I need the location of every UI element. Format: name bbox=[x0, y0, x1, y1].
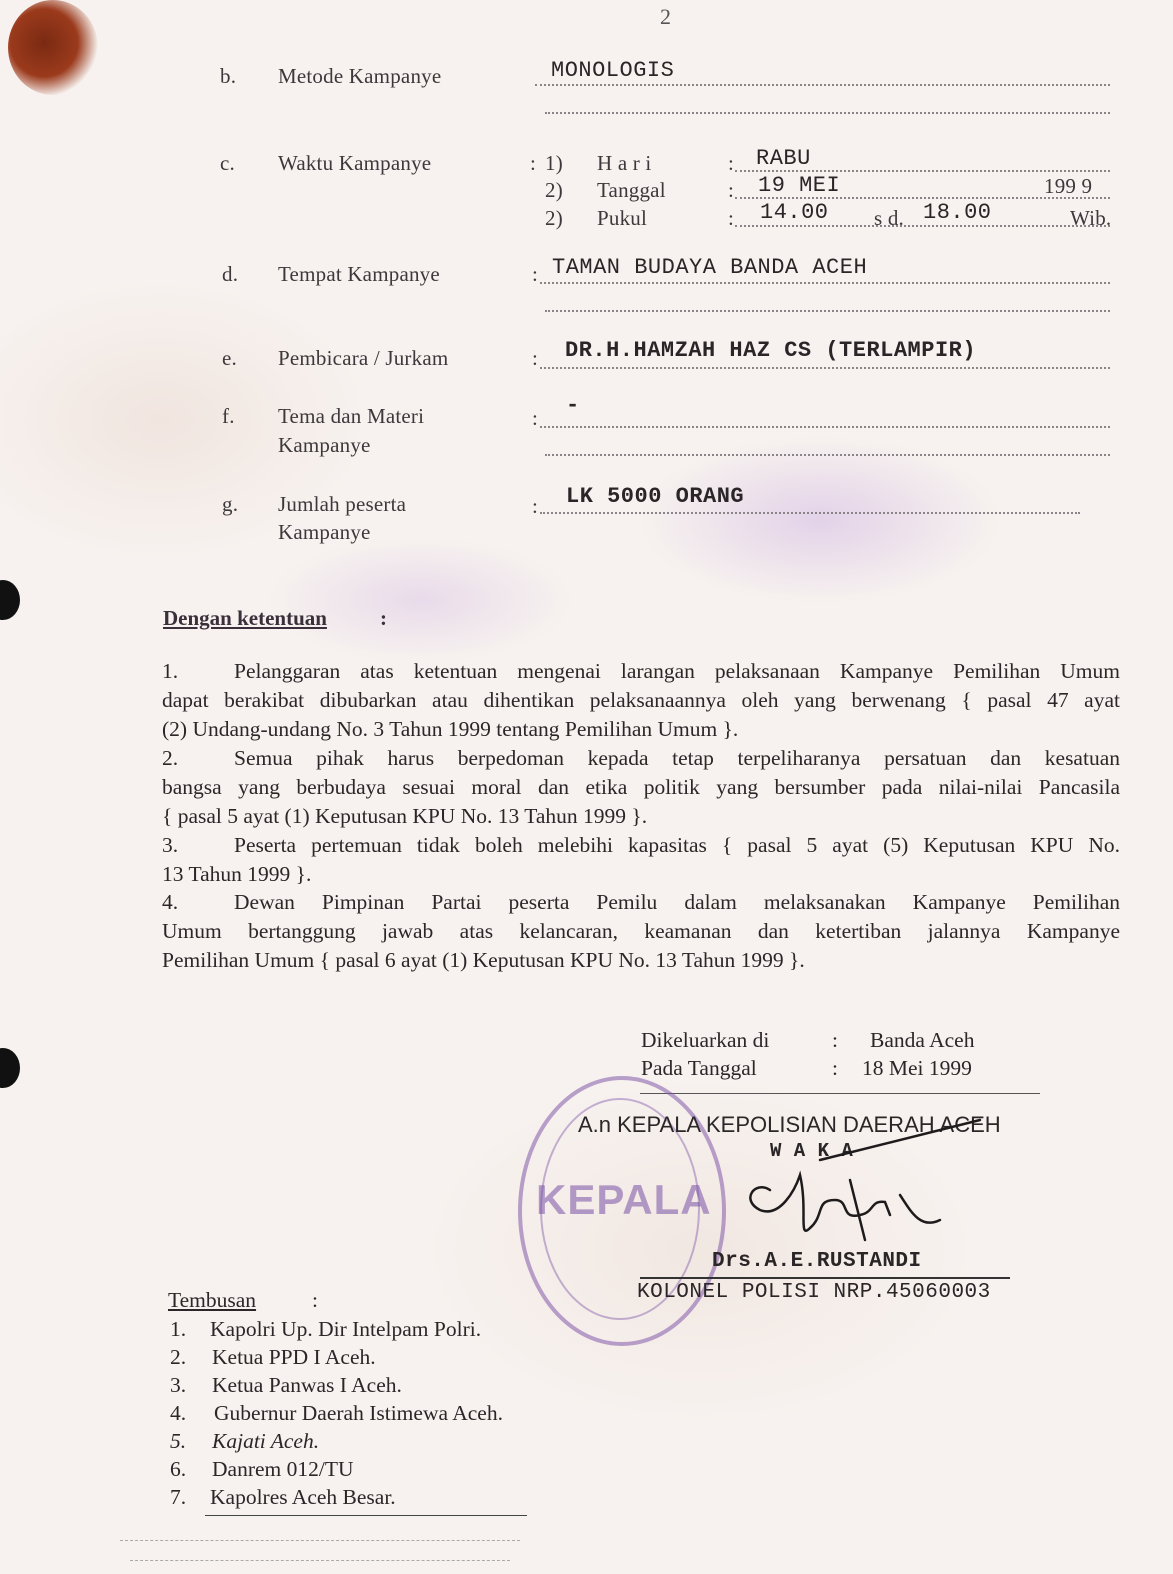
item-f-colon: : bbox=[532, 406, 539, 430]
item-e-letter: e. bbox=[222, 346, 237, 370]
tembusan-heading: Tembusan bbox=[168, 1288, 257, 1312]
point-1-line-3: (2) Undang-undang No. 3 Tahun 1999 tentang Pemilihan Umum }. bbox=[162, 717, 739, 741]
issued-divider bbox=[640, 1093, 1040, 1094]
item-c-sub3-colon: : bbox=[728, 206, 735, 230]
item-f-label-2: Kampanye bbox=[278, 433, 371, 457]
tembusan-item bbox=[170, 1429, 319, 1454]
issued-date-colon: : bbox=[832, 1056, 838, 1080]
item-c-sub2-label: Tanggal bbox=[597, 178, 666, 202]
item-c-label: Waktu Kampanye bbox=[278, 151, 432, 175]
item-c-time-to: 18.00 bbox=[923, 200, 992, 225]
ketentuan-point-3 bbox=[162, 831, 1120, 889]
item-b-dotline-1 bbox=[535, 84, 1110, 86]
item-c-sub3-label: Pukul bbox=[597, 206, 648, 230]
item-c-sub1-colon: : bbox=[728, 151, 735, 175]
point-4-num: 4. bbox=[162, 890, 179, 914]
point-4-first: Dewan Pimpinan Partai peserta Pemilu dalam melaksanakan Kampanye Pemilihan bbox=[234, 890, 1120, 914]
tembusan-item bbox=[170, 1457, 354, 1482]
item-g-letter: g. bbox=[222, 492, 239, 516]
item-d-label: Tempat Kampanye bbox=[278, 262, 440, 286]
item-f-label-1: Tema dan Materi bbox=[278, 404, 425, 428]
item-d-colon: : bbox=[532, 262, 539, 286]
issued-place-value: Banda Aceh bbox=[870, 1028, 975, 1052]
item-d-letter: d. bbox=[222, 262, 239, 286]
tembusan-item bbox=[170, 1317, 481, 1342]
tembusan-num: 2. bbox=[170, 1345, 187, 1369]
item-e-dotline bbox=[540, 367, 1110, 369]
point-3-first: Peserta pertemuan tidak boleh melebihi kapasitas { pasal 5 ayat (5) Keputusan KPU No. bbox=[234, 833, 1120, 857]
point-2-num: 2. bbox=[162, 746, 179, 770]
item-c-sub2-num: 2) bbox=[545, 178, 563, 202]
signature-waka: W A K A bbox=[770, 1140, 854, 1162]
point-2-first: Semua pihak harus berpedoman kepada tetap terpeliharanya persatuan dan kesatuan bbox=[234, 746, 1120, 770]
point-1-first: Pelanggaran atas ketentuan mengenai larangan pelaksanaan Kampanye Pemilihan Umum bbox=[234, 659, 1120, 683]
item-c-letter: c. bbox=[220, 151, 235, 175]
item-c-sub1-num: 1) bbox=[545, 151, 563, 175]
point-2-line-3: { pasal 5 ayat (1) Keputusan KPU No. 13 Tahun 1999 }. bbox=[162, 804, 648, 828]
item-b-dotline-2 bbox=[545, 112, 1110, 114]
page-number: 2 bbox=[660, 4, 671, 29]
item-c-day-value: RABU bbox=[756, 146, 811, 171]
tembusan-item bbox=[170, 1485, 396, 1510]
stamp-word: KEPALA bbox=[536, 1176, 712, 1223]
signature-an-line: A.n KEPALA KEPOLISIAN DAERAH ACEH bbox=[578, 1112, 1001, 1137]
item-c-colon: : bbox=[530, 151, 537, 175]
handwritten-signature bbox=[700, 1120, 980, 1250]
tembusan-item bbox=[170, 1373, 402, 1398]
tembusan-num: 3. bbox=[170, 1373, 187, 1397]
tembusan-underline bbox=[205, 1515, 527, 1516]
tembusan-num: 5. bbox=[170, 1429, 187, 1453]
ink-stain bbox=[8, 0, 98, 95]
item-d-value: TAMAN BUDAYA BANDA ACEH bbox=[552, 255, 868, 280]
item-d-dotline-1 bbox=[540, 282, 1110, 284]
signature-name: Drs.A.E.RUSTANDI bbox=[712, 1250, 922, 1273]
item-c-date-dotline bbox=[735, 197, 1110, 199]
item-c-sub3-num: 2) bbox=[545, 206, 563, 230]
point-3-num: 3. bbox=[162, 833, 179, 857]
ketentuan-heading: Dengan ketentuan bbox=[163, 606, 327, 630]
tembusan-num: 6. bbox=[170, 1457, 187, 1481]
item-c-time-sd: s d. bbox=[874, 206, 904, 230]
item-d-dotline-2 bbox=[545, 310, 1110, 312]
item-c-time-dotline bbox=[735, 225, 1110, 227]
tembusan-text: Gubernur Daerah Istimewa Aceh. bbox=[214, 1401, 503, 1425]
item-b-value: MONOLOGIS bbox=[551, 58, 675, 83]
signature-rank: KOLONEL POLISI NRP.45060003 bbox=[637, 1281, 991, 1304]
ketentuan-point-4 bbox=[162, 888, 1120, 975]
hole-punch-top bbox=[0, 580, 20, 620]
issued-date-value: 18 Mei 1999 bbox=[862, 1056, 972, 1080]
tembusan-item bbox=[170, 1401, 503, 1426]
tembusan-num: 7. bbox=[170, 1485, 187, 1509]
issued-date-label: Pada Tanggal bbox=[641, 1056, 757, 1080]
tembusan-text: Kapolres Aceh Besar. bbox=[210, 1485, 396, 1509]
issued-place-label: Dikeluarkan di bbox=[641, 1028, 770, 1052]
item-g-value: LK 5000 ORANG bbox=[566, 484, 745, 509]
item-f-dotline-1 bbox=[540, 426, 1110, 428]
tembusan-text: Danrem 012/TU bbox=[212, 1457, 354, 1481]
tembusan-text: Kajati Aceh. bbox=[212, 1429, 320, 1453]
item-e-value: DR.H.HAMZAH HAZ CS (TERLAMPIR) bbox=[565, 338, 977, 363]
item-f-value: - bbox=[566, 393, 580, 418]
item-c-day-dotline bbox=[735, 170, 1110, 172]
tembusan-text: Kapolri Up. Dir Intelpam Polri. bbox=[210, 1317, 482, 1341]
ketentuan-colon: : bbox=[380, 606, 387, 630]
tembusan-text: Ketua Panwas I Aceh. bbox=[212, 1373, 402, 1397]
tembusan-num: 4. bbox=[170, 1401, 187, 1425]
item-b-label: Metode Kampanye bbox=[278, 64, 442, 88]
item-e-label: Pembicara / Jurkam bbox=[278, 346, 449, 370]
ketentuan-point-2 bbox=[162, 744, 1120, 831]
tembusan-num: 1. bbox=[170, 1317, 187, 1341]
ketentuan-point-1 bbox=[162, 657, 1120, 744]
item-f-dotline-2 bbox=[545, 454, 1110, 456]
item-b-letter: b. bbox=[220, 64, 237, 88]
item-c-date-value: 19 MEI bbox=[758, 173, 841, 198]
tembusan-item bbox=[170, 1345, 376, 1370]
point-1-line-2: dapat berakibat dibubarkan atau dihentikan pelaksanaannya oleh yang berwenang { pasal 47 ayat bbox=[162, 688, 1120, 712]
issued-place-colon: : bbox=[832, 1028, 838, 1052]
item-g-colon: : bbox=[532, 494, 539, 518]
item-g-label-2: Kampanye bbox=[278, 520, 371, 544]
hole-punch-bottom bbox=[0, 1048, 20, 1088]
item-c-year: 199 9 bbox=[1044, 174, 1093, 198]
item-c-time-from: 14.00 bbox=[760, 200, 829, 225]
point-2-line-2: bangsa yang berbudaya sesuai moral dan etika politik yang bersumber pada nilai-nilai Pancasila bbox=[162, 775, 1120, 799]
point-4-line-2: Umum bertanggung jawab atas kelancaran, keamanan dan ketertiban jalannya Kampanye bbox=[162, 919, 1120, 943]
point-4-line-3: Pemilihan Umum { pasal 6 ayat (1) Keputusan KPU No. 13 Tahun 1999 }. bbox=[162, 948, 805, 972]
item-g-label-1: Jumlah peserta bbox=[278, 492, 407, 516]
point-3-line-2: 13 Tahun 1999 }. bbox=[162, 862, 312, 886]
footer-dotline-1 bbox=[120, 1540, 520, 1541]
signature-name-underline bbox=[640, 1277, 1010, 1279]
item-e-colon: : bbox=[532, 346, 539, 370]
tembusan-text: Ketua PPD I Aceh. bbox=[212, 1345, 376, 1369]
item-g-dotline bbox=[540, 512, 1080, 514]
point-1-num: 1. bbox=[162, 659, 179, 683]
item-c-sub2-colon: : bbox=[728, 178, 735, 202]
item-c-time-wib: Wib. bbox=[1070, 206, 1112, 230]
footer-dotline-2 bbox=[130, 1560, 510, 1561]
item-f-letter: f. bbox=[222, 404, 235, 428]
tembusan-colon: : bbox=[312, 1288, 318, 1312]
item-c-sub1-label: H a r i bbox=[597, 151, 652, 175]
